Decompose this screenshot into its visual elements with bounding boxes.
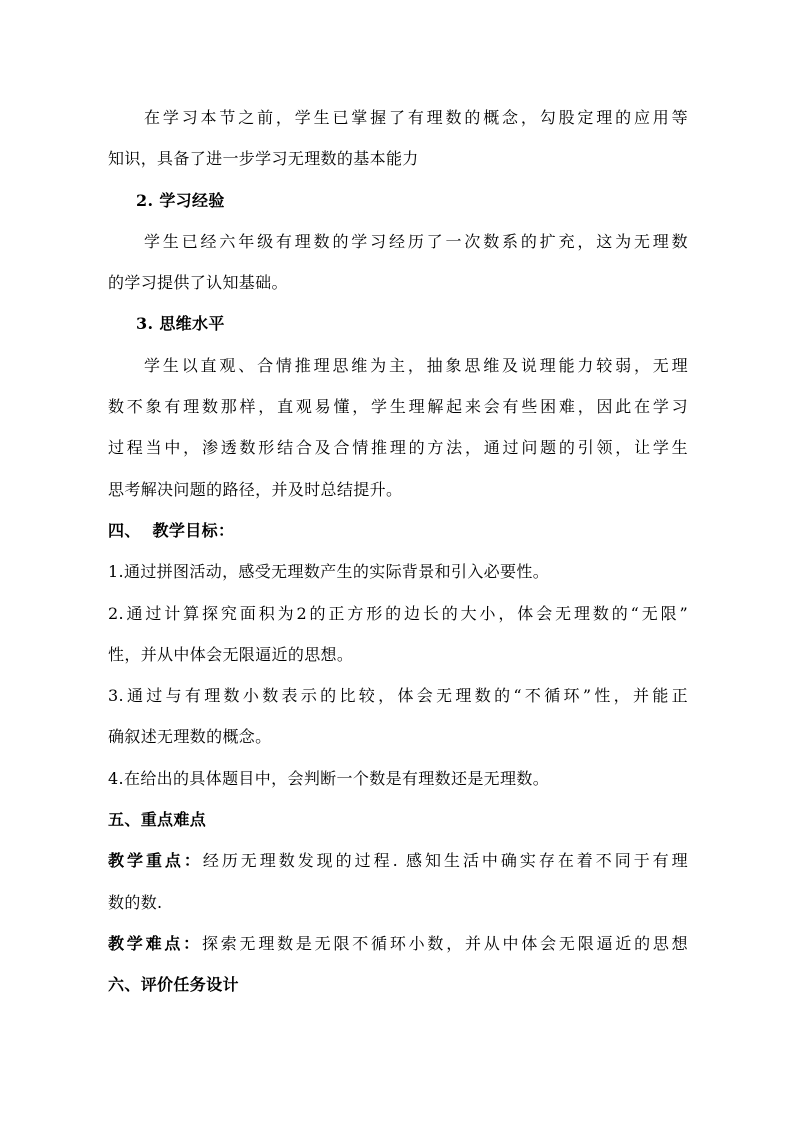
key-point-label: 教学重点： [108, 851, 203, 871]
goal-item-continued: 确叙述无理数的概念。 [108, 727, 272, 747]
difficulty-line [108, 923, 688, 964]
goal-item-continued: 性，并从中体会无限逼近的思想。 [108, 644, 354, 664]
difficulty-text: 探索无理数是无限不循环小数，并从中体会无限逼近的思想 [201, 933, 688, 953]
paragraph-line: 学生以直观、合情推理思维为主，抽象思维及说理能力较弱，无理 [144, 355, 688, 375]
subheading-thinking-level: 3. 思维水平 [136, 314, 225, 334]
goal-item: 2.通过计算探究面积为2的正方形的边长的大小，体会无理数的“无限” [108, 603, 688, 623]
goal-item: 3.通过与有理数小数表示的比较，体会无理数的“不循环”性，并能正 [108, 686, 688, 706]
key-point-text: 经历无理数发现的过程. 感知生活中确实存在着不同于有理 [202, 851, 688, 871]
paragraph-line: 知识，具备了进一步学习无理数的基本能力 [108, 149, 419, 169]
section-heading-teaching-goals: 四、 教学目标： [108, 520, 235, 540]
section-heading-key-points: 五、重点难点 [108, 810, 207, 830]
subheading-learning-experience: 2. 学习经验 [136, 190, 225, 210]
paragraph-line: 学生已经六年级有理数的学习经历了一次数系的扩充，这为无理数 [144, 231, 688, 251]
key-point-line [108, 840, 688, 881]
difficulty-label: 教学难点： [108, 933, 202, 953]
goal-item: 4.在给出的具体题目中，会判断一个数是有理数还是无理数。 [108, 768, 550, 788]
paragraph-line: 在学习本节之前，学生已掌握了有理数的概念，勾股定理的应用等 [144, 108, 688, 127]
document-page [108, 97, 688, 1006]
key-point-continued: 数的数. [108, 892, 163, 912]
paragraph-line: 数不象有理数那样，直观易懂，学生理解起来会有些困难，因此在学习 [108, 397, 688, 417]
section-heading-evaluation: 六、评价任务设计 [108, 975, 239, 995]
paragraph-line: 过程当中，渗透数形结合及合情推理的方法，通过问题的引领，让学生 [108, 438, 688, 458]
paragraph-line: 的学习提供了认知基础。 [108, 273, 288, 293]
paragraph-line: 思考解决问题的路径，并及时总结提升。 [108, 479, 403, 499]
goal-item: 1.通过拼图活动，感受无理数产生的实际背景和引入必要性。 [108, 562, 550, 582]
